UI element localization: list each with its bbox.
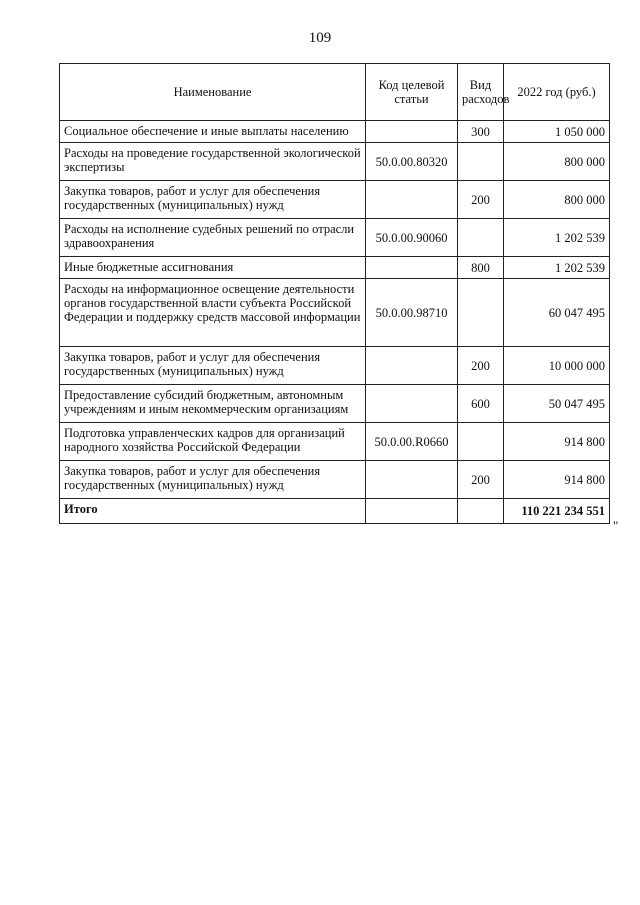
- row-code: 50.0.00.90060: [366, 219, 458, 257]
- row-kind: 200: [458, 461, 504, 499]
- row-name: Расходы на проведение государственной экологической экспертизы: [60, 143, 366, 181]
- table-row: [60, 461, 610, 499]
- row-amount: 1 050 000: [504, 121, 610, 143]
- row-kind: [458, 423, 504, 461]
- row-code: 50.0.00.80320: [366, 143, 458, 181]
- header-kind: Вид расходов: [458, 64, 504, 121]
- table-row: [60, 423, 610, 461]
- row-amount: 1 202 539: [504, 219, 610, 257]
- row-name: Предоставление субсидий бюджетным, автономным учреждениям и иным некоммерческим организациям: [60, 385, 366, 423]
- row-code: [366, 257, 458, 279]
- row-kind: [458, 143, 504, 181]
- row-amount: 60 047 495: [504, 279, 610, 347]
- row-code: 50.0.00.98710: [366, 279, 458, 347]
- table-row: [60, 121, 610, 143]
- row-code: [366, 181, 458, 219]
- row-name: Закупка товаров, работ и услуг для обеспечения государственных (муниципальных) нужд: [60, 181, 366, 219]
- row-kind: 300: [458, 121, 504, 143]
- row-kind: 200: [458, 347, 504, 385]
- row-amount: 914 800: [504, 423, 610, 461]
- row-name: Расходы на информационное освещение деятельности органов государственной власти субъекта Российской Федерации и поддержку средств массовой информации: [60, 279, 366, 347]
- row-name: Закупка товаров, работ и услуг для обеспечения государственных (муниципальных) нужд: [60, 461, 366, 499]
- row-amount: 800 000: [504, 181, 610, 219]
- table-row: [60, 181, 610, 219]
- row-name: Подготовка управленческих кадров для организаций народного хозяйства Российской Федерации: [60, 423, 366, 461]
- row-kind: [458, 279, 504, 347]
- row-name: Иные бюджетные ассигнования: [60, 257, 366, 279]
- table-row: [60, 257, 610, 279]
- table-row: [60, 143, 610, 181]
- total-label: Итого: [60, 499, 366, 524]
- table-row: [60, 385, 610, 423]
- row-kind: 600: [458, 385, 504, 423]
- header-code: Код целевой статьи: [366, 64, 458, 121]
- budget-table: [59, 63, 610, 524]
- closing-quote-mark: ": [613, 518, 619, 533]
- table-row: [60, 347, 610, 385]
- total-kind: [458, 499, 504, 524]
- row-name: Расходы на исполнение судебных решений по отрасли здравоохранения: [60, 219, 366, 257]
- row-amount: 50 047 495: [504, 385, 610, 423]
- row-code: [366, 461, 458, 499]
- table-row: [60, 219, 610, 257]
- row-code: 50.0.00.R0660: [366, 423, 458, 461]
- table-row: [60, 279, 610, 347]
- table-header-row: [60, 64, 610, 121]
- header-amount: 2022 год (руб.): [504, 64, 610, 121]
- total-row: [60, 499, 610, 524]
- row-kind: [458, 219, 504, 257]
- row-amount: 914 800: [504, 461, 610, 499]
- row-kind: 200: [458, 181, 504, 219]
- row-name: Закупка товаров, работ и услуг для обеспечения государственных (муниципальных) нужд: [60, 347, 366, 385]
- row-amount: 1 202 539: [504, 257, 610, 279]
- row-name: Социальное обеспечение и иные выплаты населению: [60, 121, 366, 143]
- row-code: [366, 121, 458, 143]
- row-amount: 10 000 000: [504, 347, 610, 385]
- total-amount: 110 221 234 551: [504, 499, 610, 524]
- row-code: [366, 347, 458, 385]
- page-number: 109: [308, 30, 332, 46]
- row-amount: 800 000: [504, 143, 610, 181]
- row-code: [366, 385, 458, 423]
- header-name: Наименование: [60, 64, 366, 121]
- total-code: [366, 499, 458, 524]
- row-kind: 800: [458, 257, 504, 279]
